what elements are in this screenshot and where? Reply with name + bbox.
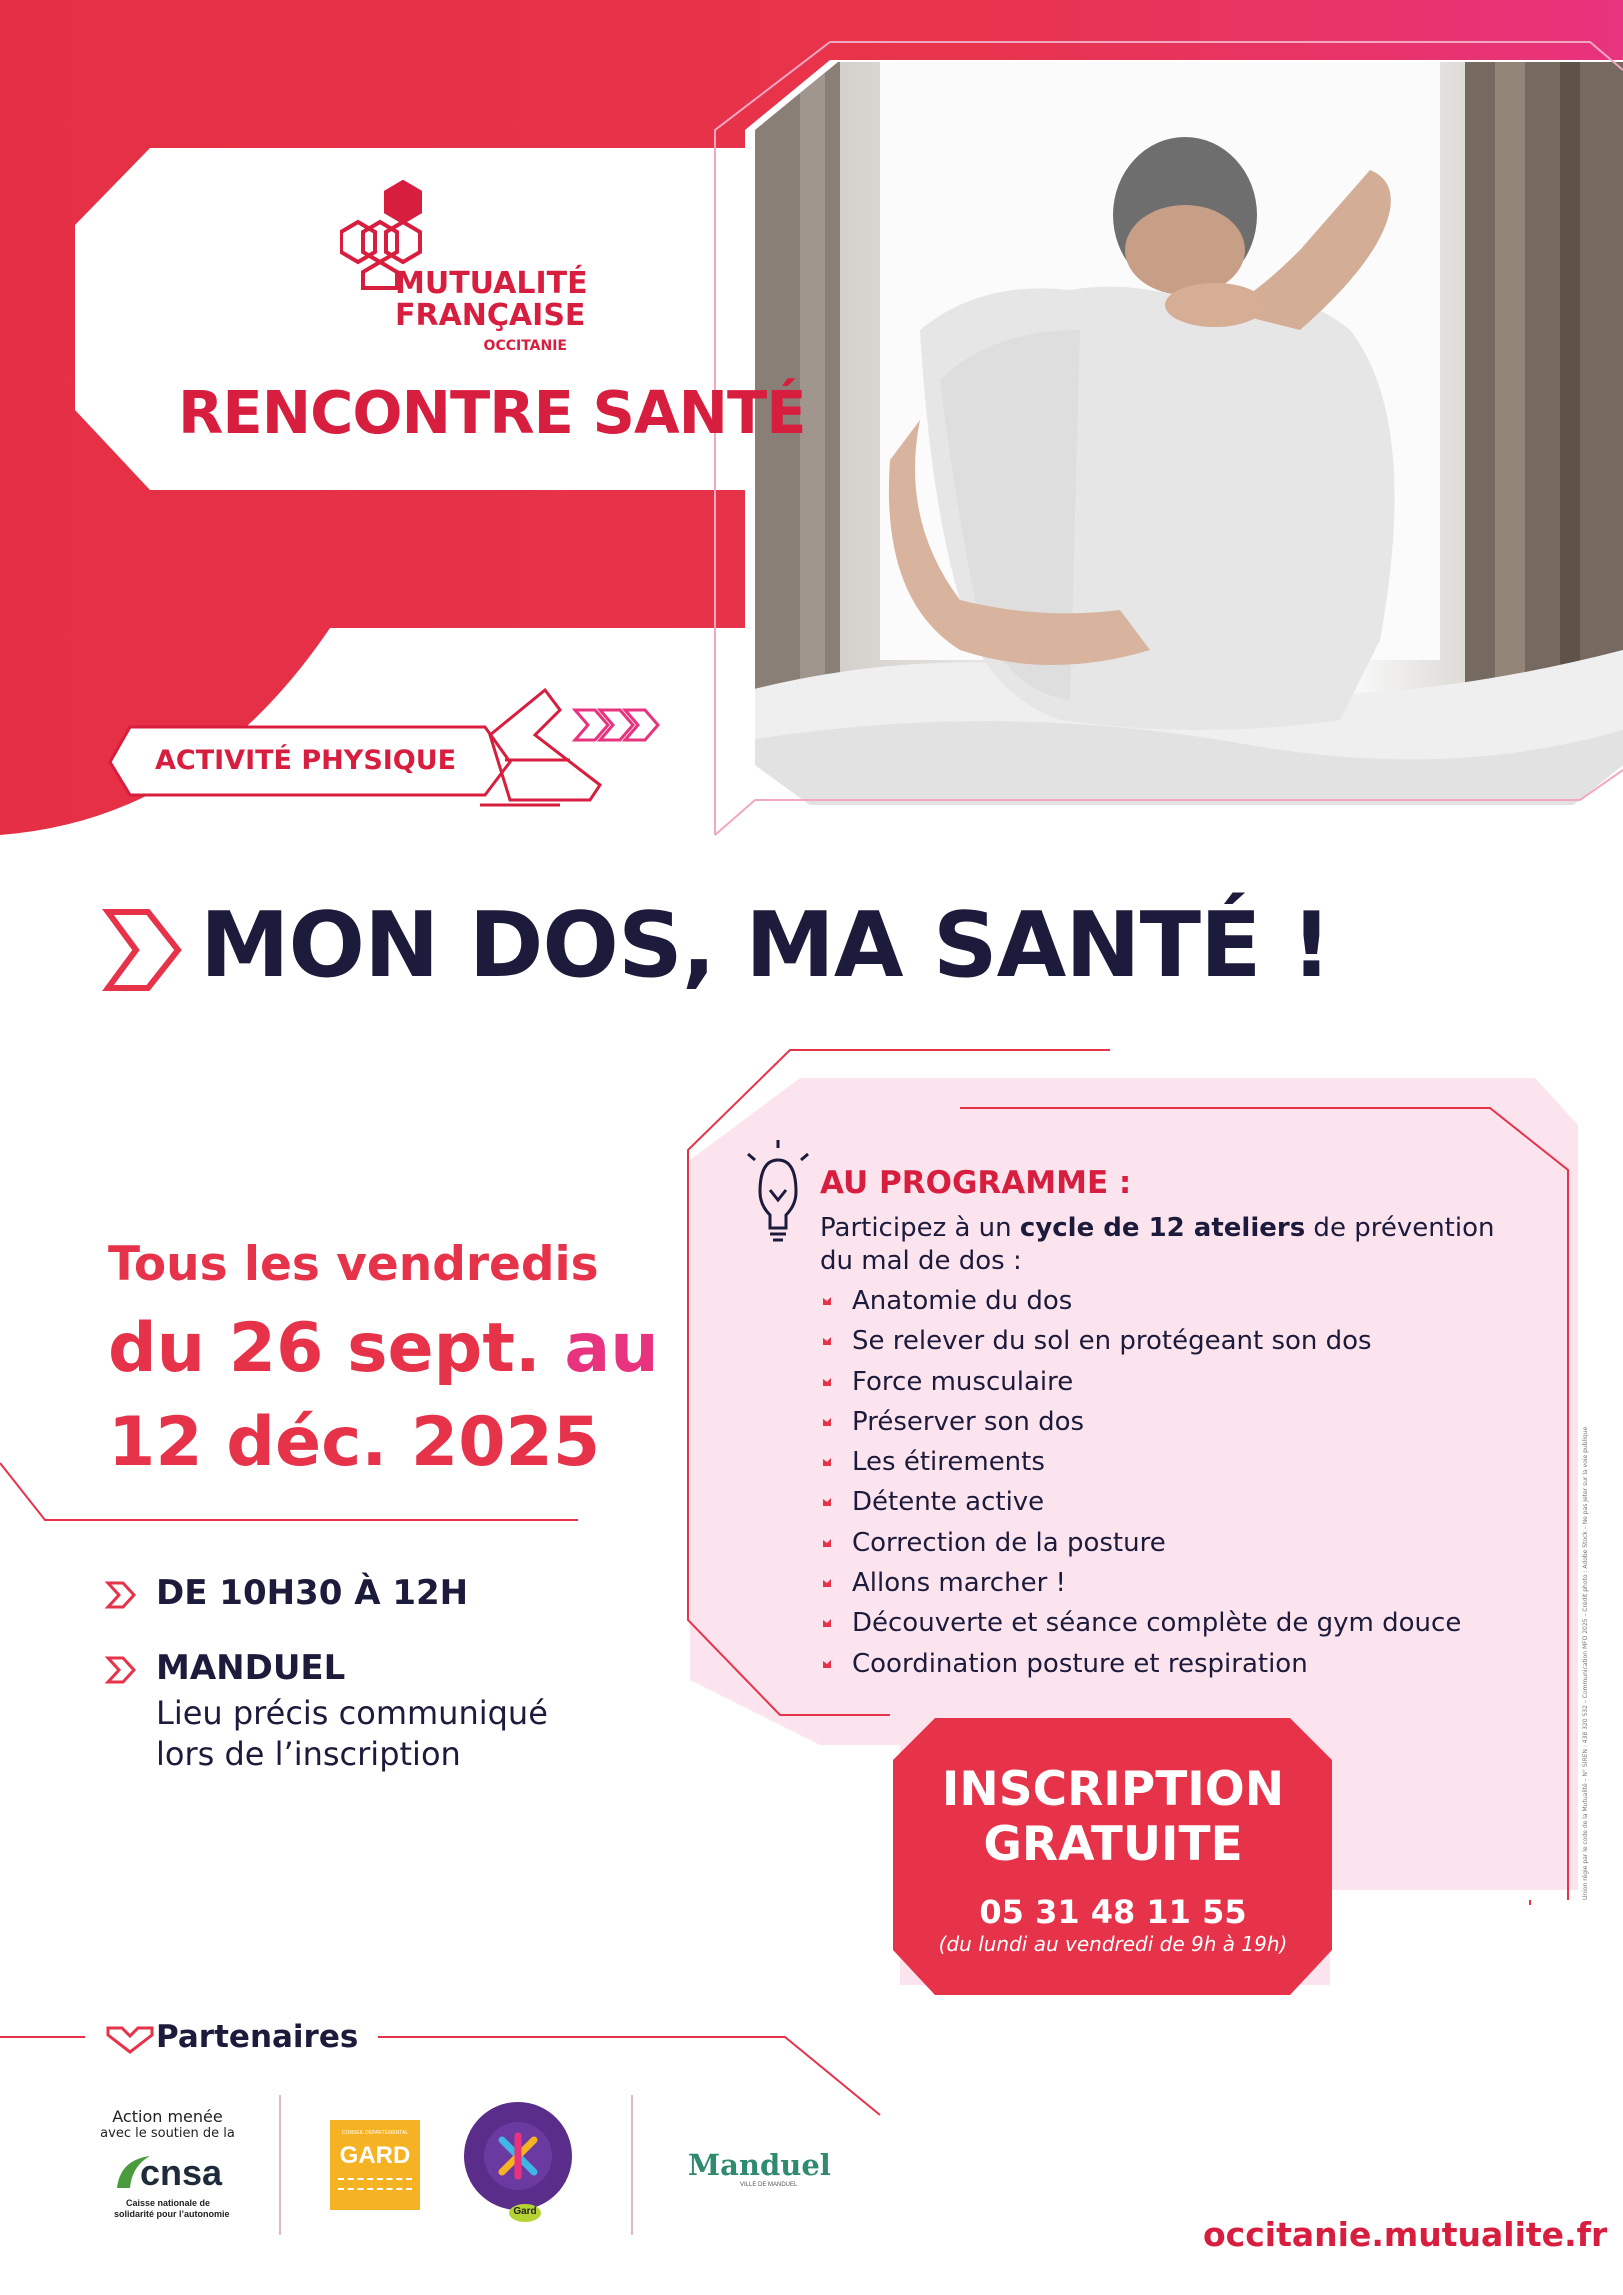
programme-list — [822, 1281, 1522, 1684]
schedule-line2 — [108, 1302, 659, 1396]
category-tag: ACTIVITÉ PHYSIQUE — [155, 745, 457, 776]
arrow-bullet-icon — [822, 1417, 832, 1427]
list-item: Les étirements — [822, 1442, 1522, 1482]
list-item: Allons marcher ! — [822, 1563, 1522, 1603]
conference-financeurs-logo: Gard — [462, 2100, 580, 2225]
arrow-bullet-icon — [822, 1377, 832, 1387]
schedule-start: du 26 sept. — [108, 1309, 541, 1388]
list-item: Correction de la posture — [822, 1523, 1522, 1563]
programme-intro-bold: cycle de 12 ateliers — [1019, 1213, 1306, 1243]
list-item: Anatomie du dos — [822, 1281, 1522, 1321]
brand-region: OCCITANIE — [483, 338, 567, 354]
place-note-line2: lors de l’inscription — [156, 1735, 461, 1773]
list-item: Détente active — [822, 1482, 1522, 1522]
schedule-connector: au — [564, 1309, 659, 1388]
credits-text: Union régie par le code de la Mutualité – N° SIREN : 438 320 532 – Communication MFO 2025 – Crédit photo : Adobe Stock – Ne pas jeter sur la voie publique — [1582, 1426, 1589, 1900]
brand-name-line2: FRANÇAISE — [395, 298, 586, 333]
arrow-bullet-icon — [822, 1497, 832, 1507]
programme-intro-before: Participez à un — [820, 1213, 1020, 1243]
list-item: Préserver son dos — [822, 1402, 1522, 1442]
arrow-bullet-icon — [822, 1296, 832, 1306]
list-item: Force musculaire — [822, 1362, 1522, 1402]
arrow-bullet-icon — [822, 1578, 832, 1588]
brand-logo — [335, 180, 588, 365]
arrow-bullet-icon — [822, 1618, 832, 1628]
website-link[interactable]: occitanie.mutualite.fr — [1203, 2215, 1608, 2254]
list-item: Découverte et séance complète de gym douce — [822, 1603, 1522, 1643]
gard-logo: CONSEIL DÉPARTEMENTAL GARD — [330, 2120, 420, 2210]
event-type: RENCONTRE SANTÉ — [178, 378, 806, 447]
arrow-bullet-icon — [822, 1659, 832, 1669]
programme-intro-after: de prévention — [1305, 1213, 1495, 1243]
arrow-bullet-icon — [822, 1538, 832, 1548]
cnsa-note: Action menée avec le soutien de la — [100, 2107, 235, 2141]
brand-name-line1: MUTUALITÉ — [395, 266, 588, 301]
list-item: Se relever du sol en protégeant son dos — [822, 1321, 1522, 1361]
programme-intro-line2: du mal de dos : — [820, 1246, 1022, 1276]
arrow-bullet-icon — [822, 1336, 832, 1346]
inscription-title-line2: GRATUITE — [983, 1817, 1243, 1872]
time-info: DE 10H30 À 12H — [156, 1573, 469, 1613]
page-title: MON DOS, MA SANTÉ ! — [200, 893, 1331, 998]
inscription-title-line1: INSCRIPTION — [941, 1762, 1285, 1817]
phone-hours: (du lundi au vendredi de 9h à 19h) — [938, 1932, 1288, 1956]
programme-heading: AU PROGRAMME : — [820, 1165, 1132, 1201]
schedule-line1: Tous les vendredis — [108, 1237, 599, 1292]
arrow-bullet-icon — [822, 1457, 832, 1467]
manduel-logo: Manduel VILLE DE MANDUEL — [688, 2148, 831, 2188]
place-note-line1: Lieu précis communiqué — [156, 1694, 548, 1732]
programme-intro — [820, 1212, 1520, 1278]
list-item: Coordination posture et respiration — [822, 1644, 1522, 1684]
partners-label: Partenaires — [156, 2019, 359, 2055]
place-info: MANDUEL — [156, 1648, 346, 1688]
cnsa-logo: cnsa Caisse nationale de solidarité pour l’autonomie — [114, 2152, 230, 2219]
phone-number[interactable]: 05 31 48 11 55 — [979, 1893, 1247, 1931]
schedule-line3: 12 déc. 2025 — [108, 1403, 601, 1482]
